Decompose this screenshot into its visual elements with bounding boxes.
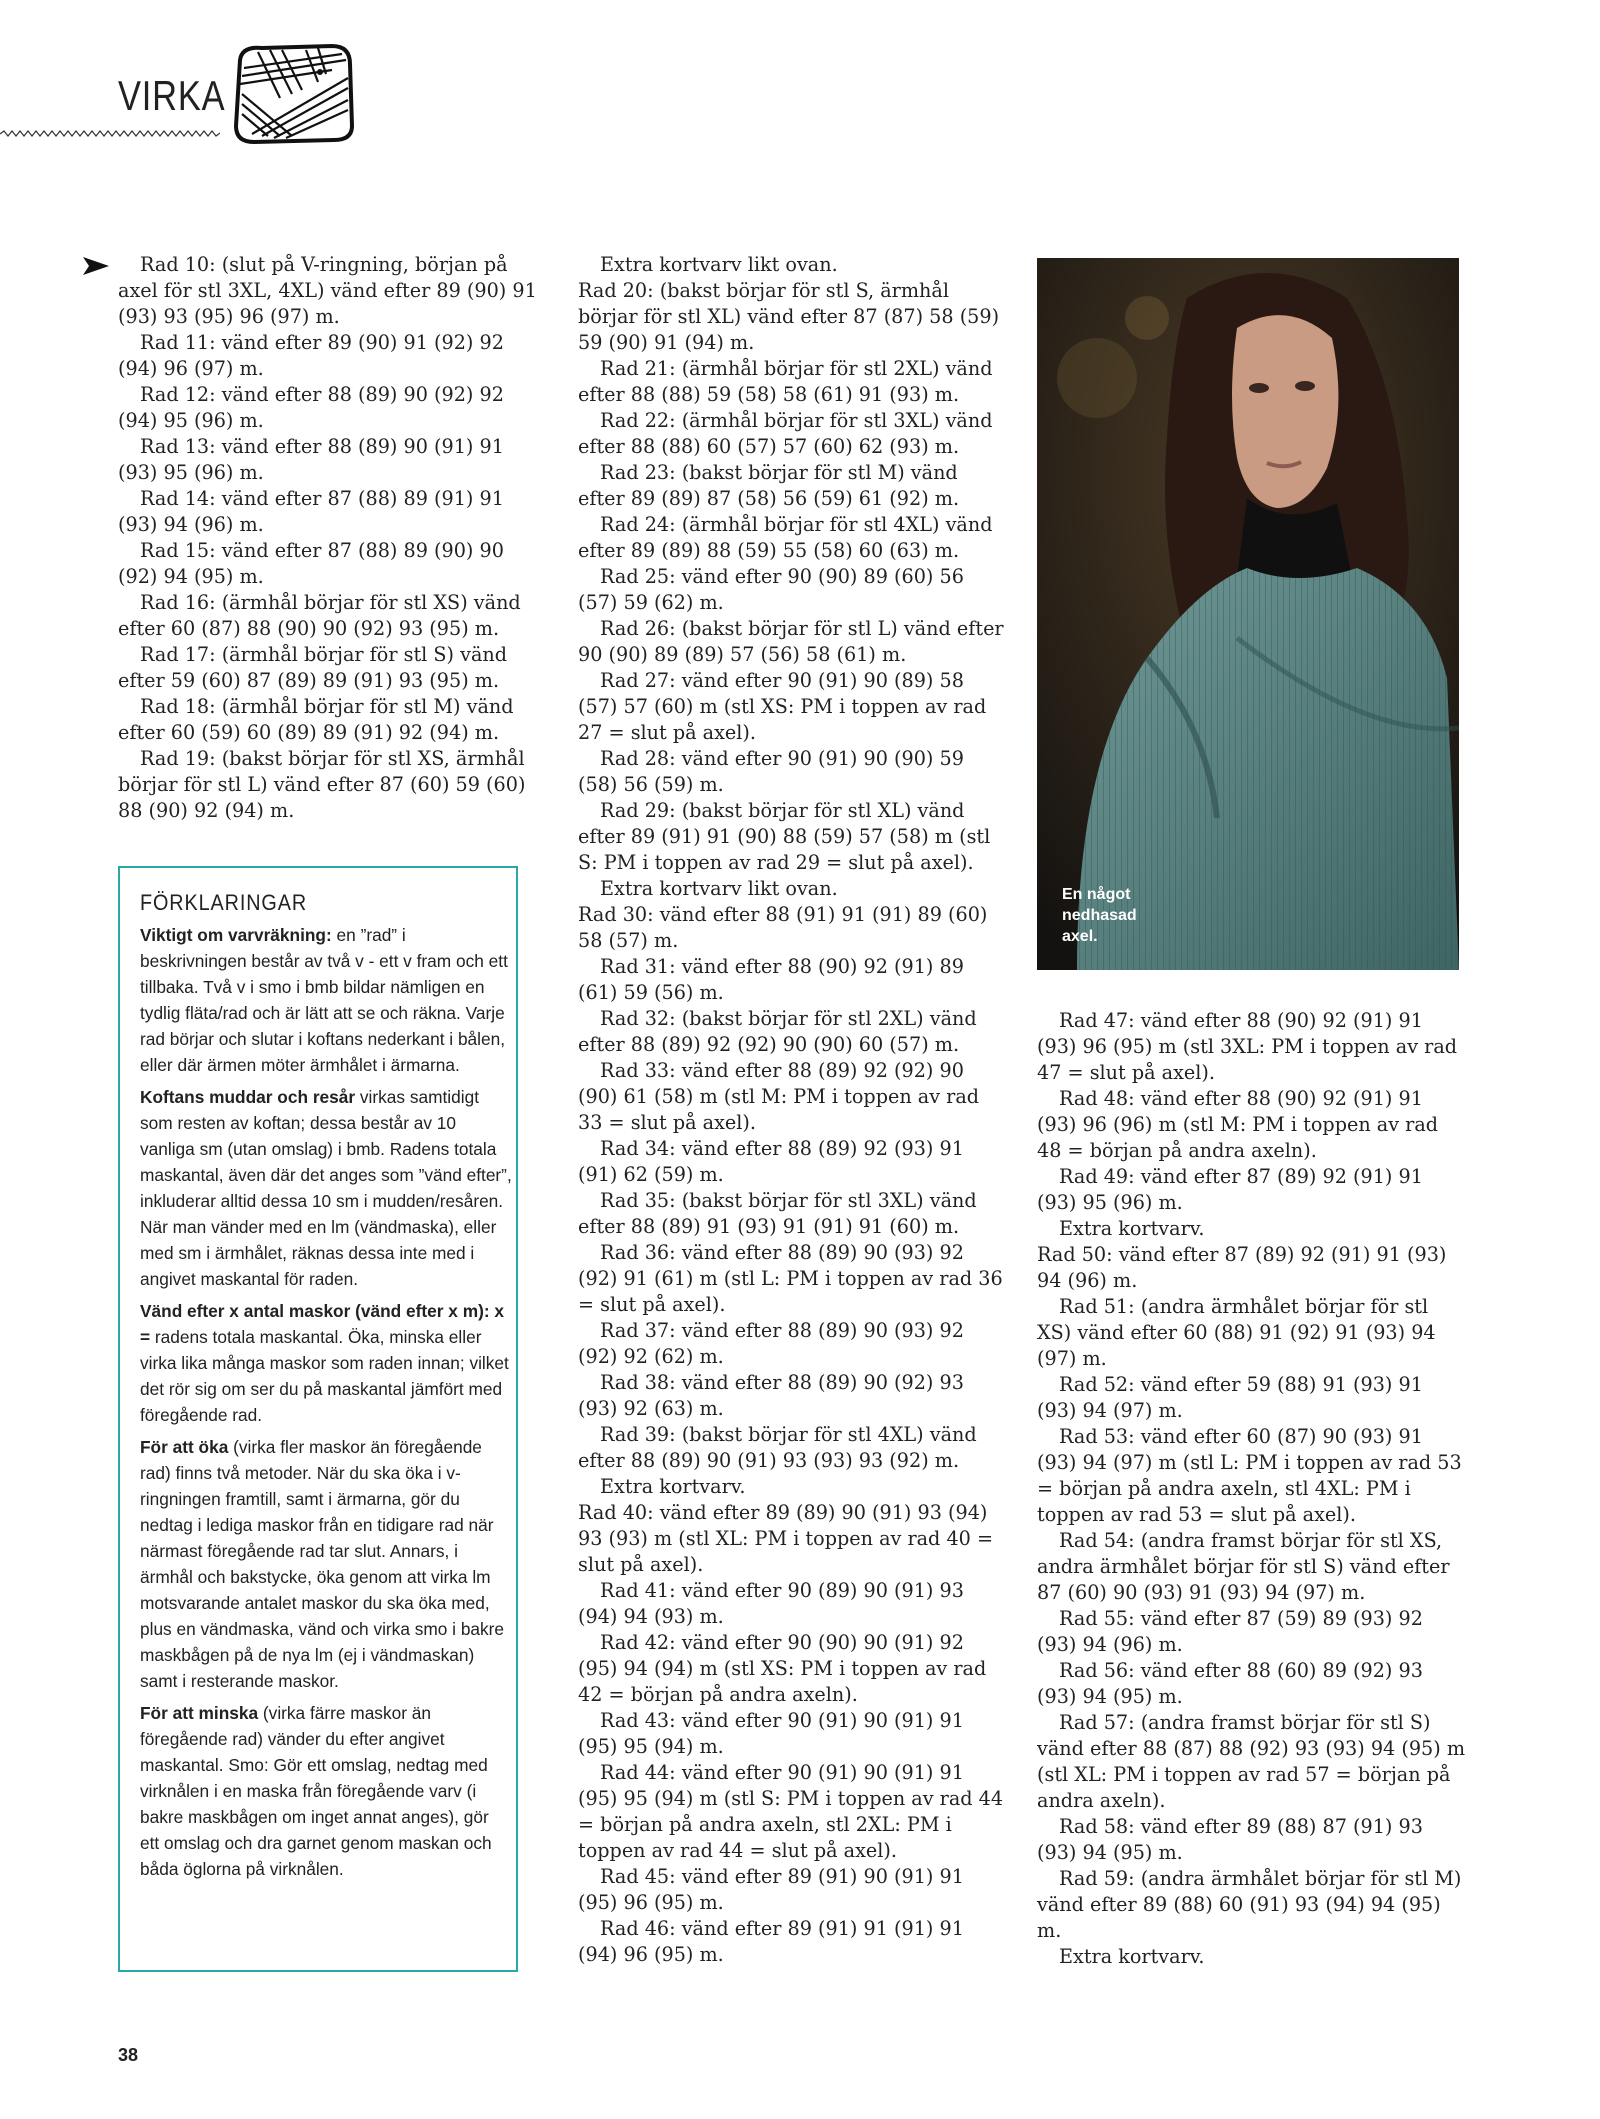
pattern-row: Rad 25: vänd efter 90 (90) 89 (60) 56 (57) 59 (62) m. [578, 565, 964, 614]
pattern-row: Rad 50: vänd efter 87 (89) 92 (91) 91 (93) 94 (96) m. [1037, 1243, 1447, 1292]
pattern-row: Rad 17: (ärmhål börjar för stl S) vänd efter 59 (60) 87 (89) 89 (91) 93 (95) m. [118, 643, 508, 692]
pattern-row: Rad 37: vänd efter 88 (89) 90 (93) 92 (92) 92 (62) m. [578, 1319, 964, 1368]
pattern-row: Rad 55: vänd efter 87 (59) 89 (93) 92 (93) 94 (96) m. [1037, 1607, 1423, 1656]
pattern-row: Extra kortvarv likt ovan. [600, 253, 838, 276]
model-photo [1037, 258, 1459, 970]
explanation-paragraph: För att öka (virka fler maskor än föregående rad) finns två metoder. När du ska öka i v-ringningen framtill, samt i ärmarna, gör du nedtag i lediga maskor från en tidigare rad när närmast föregående rad tar slut. Annars, i ärmhål och bakstycke, öka genom att virka lm motsvarande antalet maskor du ska öka med, plus en vändmaska, vänd och virka smo i bakre maskbågen på de nya lm (ej i vändmaskan) samt i resterande maskor. [140, 1437, 505, 1691]
pattern-row: Rad 16: (ärmhål börjar för stl XS) vänd efter 60 (87) 88 (90) 90 (92) 93 (95) m. [118, 591, 521, 640]
explanation-paragraph: För att minska (virka färre maskor än föregående rad) vänder du efter angivet maskantal. Smo: Gör ett omslag, nedtag med virknålen i en maska från föregående varv (i bakre maskbågen om inget annat anges), gör ett omslag och dra garnet genom maskan och båda öglorna på virknålen. [140, 1703, 492, 1879]
explanation-paragraph: Vänd efter x antal maskor (vänd efter x m): x = radens totala maskantal. Öka, minska eller virka lika många maskor som raden innan; vilket det rör sig om ser du på maskantal jämfört med föregående rad. [140, 1301, 509, 1425]
pattern-row: Rad 33: vänd efter 88 (89) 92 (92) 90 (90) 61 (58) m (stl M: PM i toppen av rad 33 = slut på axel). [578, 1059, 980, 1134]
pattern-row: Extra kortvarv. [1059, 1945, 1205, 1968]
yarn-ball-icon [222, 38, 362, 148]
column-3 [1037, 1008, 1467, 1970]
explanation-box-title: FÖRKLARINGAR [140, 890, 308, 915]
explanation-paragraph: Koftans muddar och resår virkas samtidigt som resten av koftan; dessa består av 10 vanliga sm (utan omslag) i bmb. Radens totala maskantal, även där det anges som ”vänd efter”, inkluderar alltid dessa 10 sm i mudden/resåren. När man vänder med en lm (vändmaska), eller med sm i ärmhålet, räknas dessa inte med i angivet maskantal för raden. [140, 1087, 512, 1289]
page-number: 38 [118, 2045, 139, 2065]
explanation-paragraph: Viktigt om varvräkning: en ”rad” i beskrivningen består av två v - ett v fram och ett tillbaka. Två v i smo i bmb bildar nämligen en tydlig fläta/rad och är lätt att se och räkna. Varje rad börjar och slutar i koftans nederkant i bålen, eller där ärmen möter ärmhålet i ärmarna. [140, 925, 508, 1075]
pattern-row: Rad 30: vänd efter 88 (91) 91 (91) 89 (60) 58 (57) m. [578, 903, 988, 952]
column-2 [578, 252, 1008, 1968]
pattern-row: Rad 10: (slut på V-ringning, början på axel för stl 3XL, 4XL) vänd efter 89 (90) 91 (93) 93 (95) 96 (97) m. [118, 253, 537, 328]
pattern-row: Extra kortvarv likt ovan. [600, 877, 838, 900]
pattern-row: Rad 46: vänd efter 89 (91) 91 (91) 91 (94) 96 (95) m. [578, 1917, 964, 1966]
pattern-row: Rad 48: vänd efter 88 (90) 92 (91) 91 (93) 96 (96) m (stl M: PM i toppen av rad 48 = början på andra axeln). [1037, 1087, 1439, 1162]
explanation-box-content [140, 890, 512, 1888]
pattern-row: Rad 58: vänd efter 89 (88) 87 (91) 93 (93) 94 (95) m. [1037, 1815, 1423, 1864]
pattern-row: Extra kortvarv. [600, 1475, 746, 1498]
pattern-row: Rad 14: vänd efter 87 (88) 89 (91) 91 (93) 94 (96) m. [118, 487, 504, 536]
pattern-row: Rad 20: (bakst börjar för stl S, ärmhål börjar för stl XL) vänd efter 87 (87) 58 (59) 59 (90) 91 (94) m. [578, 279, 1000, 354]
pattern-row: Rad 54: (andra framst börjar för stl XS, andra ärmhålet börjar för stl S) vänd efter 87 (60) 90 (93) 91 (93) 94 (97) m. [1037, 1529, 1450, 1604]
pattern-row: Rad 21: (ärmhål börjar för stl 2XL) vänd efter 88 (88) 59 (58) 58 (61) 91 (93) m. [578, 357, 993, 406]
pattern-row: Rad 59: (andra ärmhålet börjar för stl M) vänd efter 89 (88) 60 (91) 93 (94) 94 (95) m. [1037, 1867, 1462, 1942]
section-title: VIRKA [118, 72, 226, 119]
pattern-row: Rad 41: vänd efter 90 (89) 90 (91) 93 (94) 94 (93) m. [578, 1579, 964, 1628]
continue-arrow-icon [82, 256, 110, 276]
pattern-row: Rad 22: (ärmhål börjar för stl 3XL) vänd efter 88 (88) 60 (57) 57 (60) 62 (93) m. [578, 409, 993, 458]
decorative-zigzag-line [0, 130, 220, 138]
pattern-row: Rad 28: vänd efter 90 (91) 90 (90) 59 (58) 56 (59) m. [578, 747, 964, 796]
pattern-row: Rad 32: (bakst börjar för stl 2XL) vänd efter 88 (89) 92 (92) 90 (90) 60 (57) m. [578, 1007, 977, 1056]
pattern-row: Rad 57: (andra framst börjar för stl S) vänd efter 88 (87) 88 (92) 93 (93) 94 (95) m (stl XL: PM i toppen av rad 57 = början på andra axeln). [1037, 1711, 1466, 1812]
pattern-row: Rad 38: vänd efter 88 (89) 90 (92) 93 (93) 92 (63) m. [578, 1371, 964, 1420]
column-1 [118, 252, 548, 824]
pattern-row: Rad 23: (bakst börjar för stl M) vänd efter 89 (89) 87 (58) 56 (59) 61 (92) m. [578, 461, 960, 510]
pattern-row: Rad 35: (bakst börjar för stl 3XL) vänd efter 88 (89) 91 (93) 91 (91) 91 (60) m. [578, 1189, 977, 1238]
pattern-row: Rad 40: vänd efter 89 (89) 90 (91) 93 (94) 93 (93) m (stl XL: PM i toppen av rad 40 = slut på axel). [578, 1501, 994, 1576]
pattern-row: Rad 49: vänd efter 87 (89) 92 (91) 91 (93) 95 (96) m. [1037, 1165, 1423, 1214]
pattern-row: Rad 47: vänd efter 88 (90) 92 (91) 91 (93) 96 (95) m (stl 3XL: PM i toppen av rad 47 = slut på axel). [1037, 1009, 1458, 1084]
pattern-row: Rad 45: vänd efter 89 (91) 90 (91) 91 (95) 96 (95) m. [578, 1865, 964, 1914]
pattern-row: Rad 56: vänd efter 88 (60) 89 (92) 93 (93) 94 (95) m. [1037, 1659, 1423, 1708]
pattern-row: Rad 31: vänd efter 88 (90) 92 (91) 89 (61) 59 (56) m. [578, 955, 964, 1004]
pattern-row: Rad 44: vänd efter 90 (91) 90 (91) 91 (95) 95 (94) m (stl S: PM i toppen av rad 44 = början på andra axeln, stl 2XL: PM i toppen av rad 44 = slut på axel). [578, 1761, 1004, 1862]
pattern-row: Extra kortvarv. [1059, 1217, 1205, 1240]
pattern-row: Rad 29: (bakst börjar för stl XL) vänd efter 89 (91) 91 (90) 88 (59) 57 (58) m (stl S: PM i toppen av rad 29 = slut på axel). [578, 799, 991, 874]
pattern-row: Rad 11: vänd efter 89 (90) 91 (92) 92 (94) 96 (97) m. [118, 331, 504, 380]
pattern-row: Rad 26: (bakst börjar för stl L) vänd efter 90 (90) 89 (89) 57 (56) 58 (61) m. [578, 617, 1004, 666]
pattern-row: Rad 18: (ärmhål börjar för stl M) vänd efter 60 (59) 60 (89) 89 (91) 92 (94) m. [118, 695, 514, 744]
pattern-row: Rad 34: vänd efter 88 (89) 92 (93) 91 (91) 62 (59) m. [578, 1137, 964, 1186]
pattern-row: Rad 51: (andra ärmhålet börjar för stl XS) vänd efter 60 (88) 91 (92) 91 (93) 94 (97) m. [1037, 1295, 1436, 1370]
pattern-row: Rad 36: vänd efter 88 (89) 90 (93) 92 (92) 91 (61) m (stl L: PM i toppen av rad 36 = slut på axel). [578, 1241, 1003, 1316]
pattern-row: Rad 39: (bakst börjar för stl 4XL) vänd efter 88 (89) 90 (91) 93 (93) 93 (92) m. [578, 1423, 977, 1472]
pattern-row: Rad 13: vänd efter 88 (89) 90 (91) 91 (93) 95 (96) m. [118, 435, 504, 484]
pattern-row: Rad 42: vänd efter 90 (90) 90 (91) 92 (95) 94 (94) m (stl XS: PM i toppen av rad 42 = början på andra axeln). [578, 1631, 987, 1706]
pattern-row: Rad 53: vänd efter 60 (87) 90 (93) 91 (93) 94 (97) m (stl L: PM i toppen av rad 53 = början på andra axeln, stl 4XL: PM i toppen av rad 53 = slut på axel). [1037, 1425, 1462, 1526]
pattern-row: Rad 24: (ärmhål börjar för stl 4XL) vänd efter 89 (89) 88 (59) 55 (58) 60 (63) m. [578, 513, 993, 562]
pattern-row: Rad 27: vänd efter 90 (91) 90 (89) 58 (57) 57 (60) m (stl XS: PM i toppen av rad 27 = slut på axel). [578, 669, 987, 744]
pattern-row: Rad 19: (bakst börjar för stl XS, ärmhål börjar för stl L) vänd efter 87 (60) 59 (60) 88 (90) 92 (94) m. [118, 747, 526, 822]
pattern-row: Rad 43: vänd efter 90 (91) 90 (91) 91 (95) 95 (94) m. [578, 1709, 964, 1758]
pattern-row: Rad 15: vänd efter 87 (88) 89 (90) 90 (92) 94 (95) m. [118, 539, 504, 588]
photo-caption: En något nedhasad axel. [1062, 886, 1137, 945]
pattern-row: Rad 52: vänd efter 59 (88) 91 (93) 91 (93) 94 (97) m. [1037, 1373, 1423, 1422]
pattern-row: Rad 12: vänd efter 88 (89) 90 (92) 92 (94) 95 (96) m. [118, 383, 504, 432]
